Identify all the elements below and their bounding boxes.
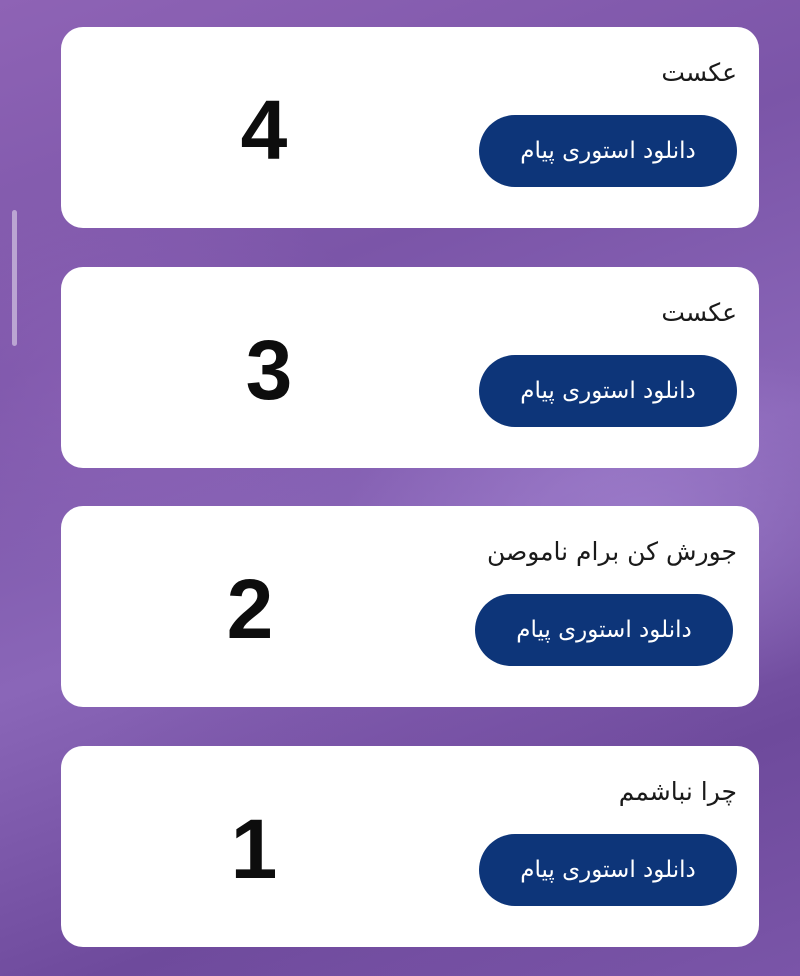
download-story-button[interactable]: دانلود استوری پیام [479, 115, 737, 187]
story-caption: عکست [661, 298, 737, 327]
story-card [61, 267, 759, 468]
story-card [61, 746, 759, 947]
scroll-indicator[interactable] [12, 210, 17, 346]
story-number: 2 [226, 562, 274, 656]
story-card [61, 506, 759, 707]
story-number: 4 [240, 83, 288, 177]
download-story-button[interactable]: دانلود استوری پیام [475, 594, 733, 666]
story-caption: جورش کن برام ناموصن [486, 537, 737, 566]
download-story-button[interactable]: دانلود استوری پیام [479, 834, 737, 906]
story-caption: چرا نباشمم [618, 777, 737, 806]
story-number: 1 [230, 802, 278, 896]
story-number: 3 [245, 323, 293, 417]
story-caption: عکست [661, 58, 737, 87]
download-story-button[interactable]: دانلود استوری پیام [479, 355, 737, 427]
story-card [61, 27, 759, 228]
